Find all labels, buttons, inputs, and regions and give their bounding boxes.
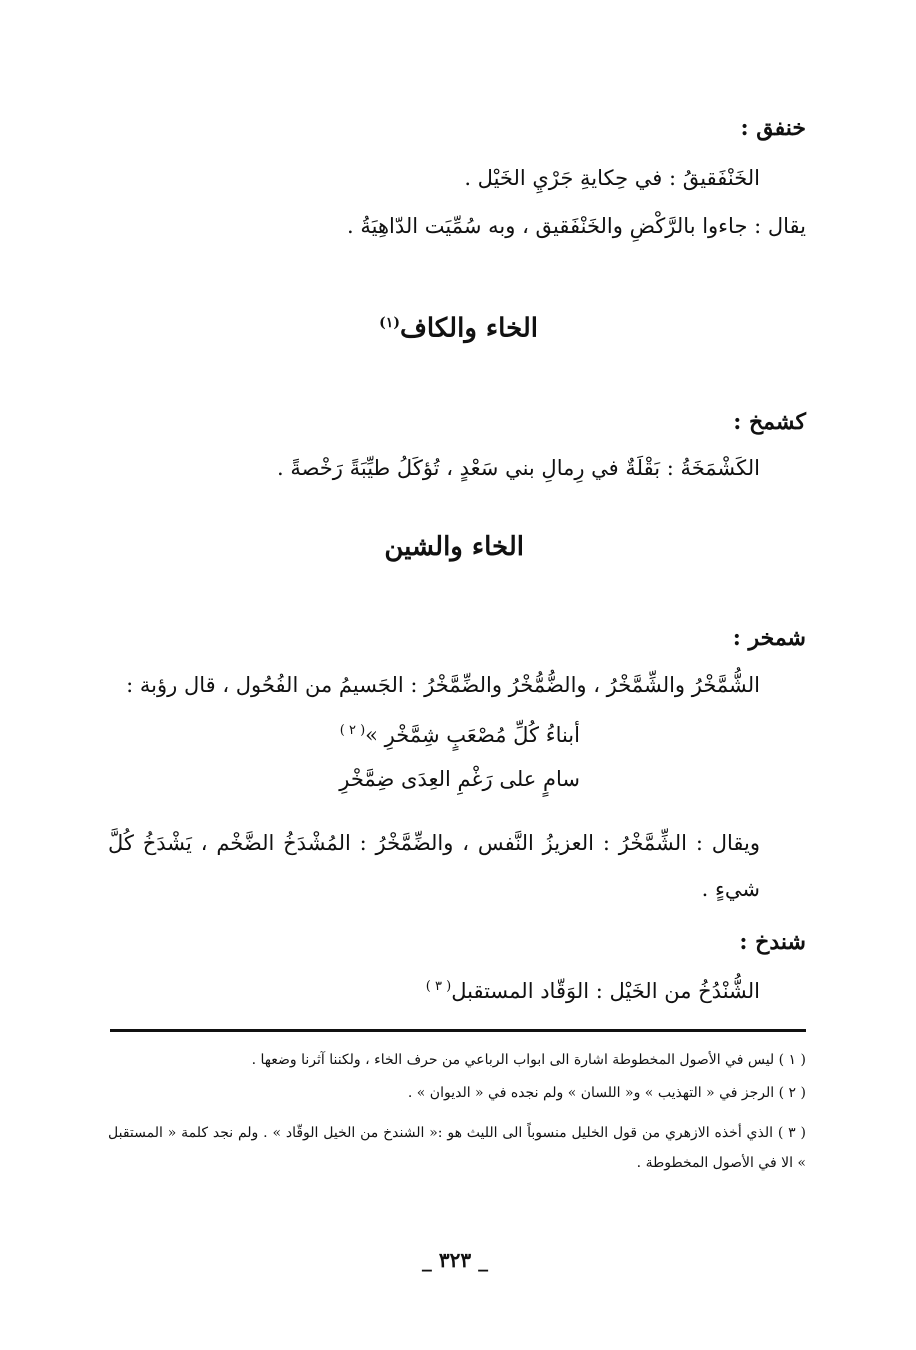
entry-shandakh-text: الشُّنْدُخُ من الخَيْل : الوَقّاد المستقبل (451, 979, 760, 1003)
footnote-2: ( ٢ ) الرجز في « التهذيب » و« اللسان » ولم نجده في « الديوان » . (407, 1085, 806, 1101)
footnote-1: ( ١ ) ليس في الأصول المخطوطة اشارة الى ابواب الرباعي من حرف الخاء ، ولكننا آثرنا وضعها . (251, 1052, 806, 1068)
footnote-ref-3: ( ٣ ) (425, 979, 452, 994)
footnote-3: ( ٣ ) الذي أخذه الازهري من قول الخليل منسوباً الى الليث هو :« الشندخ من الخيل الوقّاد » . ولم نجد كلمة « المستقبل » الا في الأصول المخطوطة . (108, 1125, 806, 1171)
entry-heading-kashmakh: كشمخ : (733, 409, 806, 435)
entry-shamkhar-usage: ويقال : الشِّمَّخْرُ : العزيزُ النَّفس ، والضِّمَّخْرُ : المُشْدَخُ الضَّخْم ، يَشْدَخُ كُلَّ شيءٍ . (108, 831, 760, 901)
verse-line-1-text: أبناءُ كُلِّ مُصْعَبٍ شِمَّخْرِ » (365, 723, 580, 747)
section-title-khaa-sheen: الخاء والشين (384, 532, 524, 562)
section-title-khaa-kaaf (379, 306, 538, 346)
entry-heading-shamkhar: شمخر : (732, 625, 806, 651)
entry-shandakh-definition (426, 972, 760, 1006)
section-title-khaa-kaaf-text: الخاء والكاف (399, 313, 538, 344)
footnote-ref-1: (١) (379, 315, 400, 331)
entry-khanfaq-usage: يقال : جاءوا بالرَّكْضِ والخَنْفَقيق ، وبه سُمِّيَت الدّاهِيَةُ . (347, 214, 806, 238)
footnote-ref-2: ( ٢ ) (339, 723, 366, 738)
page-number: _ ٣٢٣ _ (421, 1248, 489, 1272)
entry-heading-khanfaq: خنفق : (740, 115, 806, 141)
verse-line-1 (340, 716, 580, 750)
footnote-divider (110, 1029, 806, 1032)
verse-line-2: سامٍ على رَغْمِ العِدَى ضِمَّخْرِ (339, 767, 580, 791)
entry-shamkhar-definition: الشُّمَّخْرُ والشِّمَّخْرُ ، والضُّمُّخْرُ والضِّمَّخْرُ : الجَسيمُ من الفُحُول ، قال رؤبة : (126, 673, 760, 697)
entry-kashmakh-definition: الكَشْمَخَةُ : بَقْلَةٌ في رِمالِ بني سَعْدٍ ، تُؤكَلُ طيِّبَةً رَخْصةً . (276, 456, 760, 480)
entry-khanfaq-definition: الخَنْفَقيقُ : في حِكايةِ جَرْيِ الخَيْل . (464, 166, 760, 190)
entry-heading-shandakh: شندخ : (739, 929, 806, 955)
